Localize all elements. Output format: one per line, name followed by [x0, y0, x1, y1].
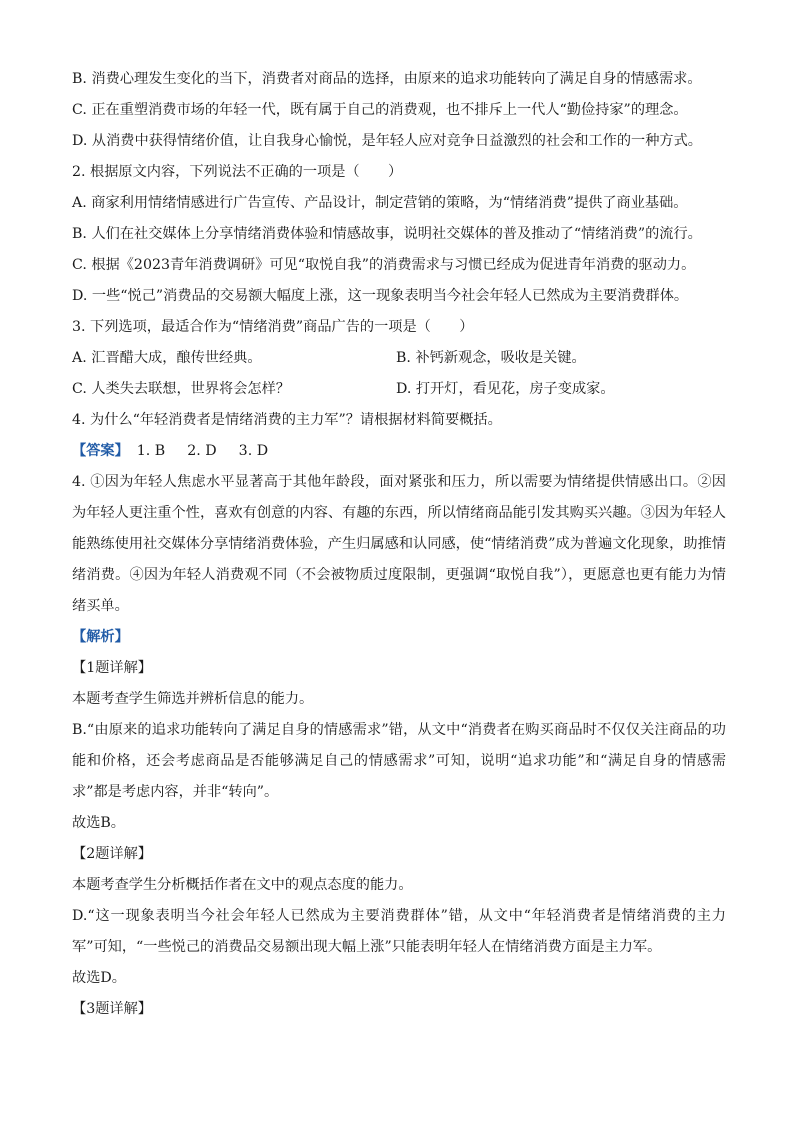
q2-detail-heading: 【2题详解】	[72, 846, 152, 862]
q2-detail-intro: 本题考查学生分析概括作者在文中的观点态度的能力。	[72, 877, 413, 893]
answer-4-text: 4. ①因为年轻人焦虑水平显著高于其他年龄段，面对紧张和压力，所以需要为情绪提供情感出口。②因为年轻人更注重个性，喜欢有创意的内容、有趣的东西，所以情绪商品能引发其购买兴趣。③因为年轻人能熟练使用社交媒体分享情绪消费体验，产生归属感和认同感，使“情绪消费”成为普遍文化现象，助推情绪消费。④因为年轻人消费观不同（不会被物质过度限制，更强调“取悦自我”），更愿意也更有能力为情绪买单。	[72, 474, 726, 614]
answer-label: 【答案】	[72, 443, 129, 459]
q1-detail-heading: 【1题详解】	[72, 660, 152, 676]
question-4-stem: 4. 为什么“年轻消费者是情绪消费的主力军”？请根据材料简要概括。	[72, 412, 502, 428]
q3-option-d: D. 打开灯，看见花，房子变成家。	[396, 381, 615, 397]
analysis-label: 【解析】	[72, 629, 129, 645]
q1-option-b: B. 消费心理发生变化的当下，消费者对商品的选择，由原来的追求功能转向了满足自身的情感需求。	[72, 71, 702, 87]
q2-option-a: A. 商家利用情绪情感进行广告宣传、产品设计，制定营销的策略，为“情绪消费”提供了商业基础。	[72, 195, 688, 211]
question-2-stem: 2. 根据原文内容，下列说法不正确的一项是（ ）	[72, 164, 403, 180]
q2-option-d: D. 一些“悦己”消费品的交易额大幅度上涨，这一现象表明当今社会年轻人已然成为主要消费群体。	[72, 288, 689, 304]
q3-option-c: C. 人类失去联想，世界将会怎样？	[72, 381, 290, 397]
q1-option-c: C. 正在重塑消费市场的年轻一代，既有属于自己的消费观，也不排斥上一代人“勤俭持家”的理念。	[72, 102, 688, 118]
q3-option-a: A. 汇晋醋大成，酿传世经典。	[72, 350, 262, 366]
question-3-stem: 3. 下列选项，最适合作为“情绪消费”商品广告的一项是（ ）	[72, 319, 474, 335]
q3-detail-heading: 【3题详解】	[72, 1001, 152, 1017]
q2-detail-conclusion: 故选D。	[72, 970, 126, 986]
q1-detail-body: B.“由原来的追求功能转向了满足自身的情感需求”错，从文中“消费者在购买商品时不仅仅关注商品的功能和价格，还会考虑商品是否能够满足自己的情感需求”可知，说明“追求功能”和“满足自身的情感需求”都是考虑内容，并非“转向”。	[72, 722, 726, 800]
answer-2: 2. D	[187, 443, 217, 459]
q2-option-c: C. 根据《2023青年消费调研》可见“取悦自我”的消费需求与习惯已经成为促进青年消费的驱动力。	[72, 257, 696, 273]
q1-detail-intro: 本题考查学生筛选并辨析信息的能力。	[72, 691, 314, 707]
answer-key	[72, 436, 726, 467]
q3-options-row-2	[72, 374, 726, 405]
q3-options-row-1	[72, 343, 726, 374]
answer-3: 3. D	[238, 443, 269, 459]
q2-option-b: B. 人们在社交媒体上分享情绪消费体验和情感故事，说明社交媒体的普及推动了“情绪消费”的流行。	[72, 226, 702, 242]
q1-detail-conclusion: 故选B。	[72, 815, 125, 831]
answer-1: 1. B	[136, 443, 166, 459]
document-content	[72, 64, 726, 1025]
q1-option-d: D. 从消费中获得情绪价值，让自我身心愉悦，是年轻人应对竞争日益激烈的社会和工作的一种方式。	[72, 133, 702, 149]
q2-detail-body: D.“这一现象表明当今社会年轻人已然成为主要消费群体”错，从文中“年轻消费者是情绪消费的主力军”可知，“一些悦己的消费品交易额出现大幅上涨”只能表明年轻人在情绪消费方面是主力军。	[72, 908, 726, 955]
q3-option-b: B. 补钙新观念，吸收是关键。	[396, 350, 586, 366]
